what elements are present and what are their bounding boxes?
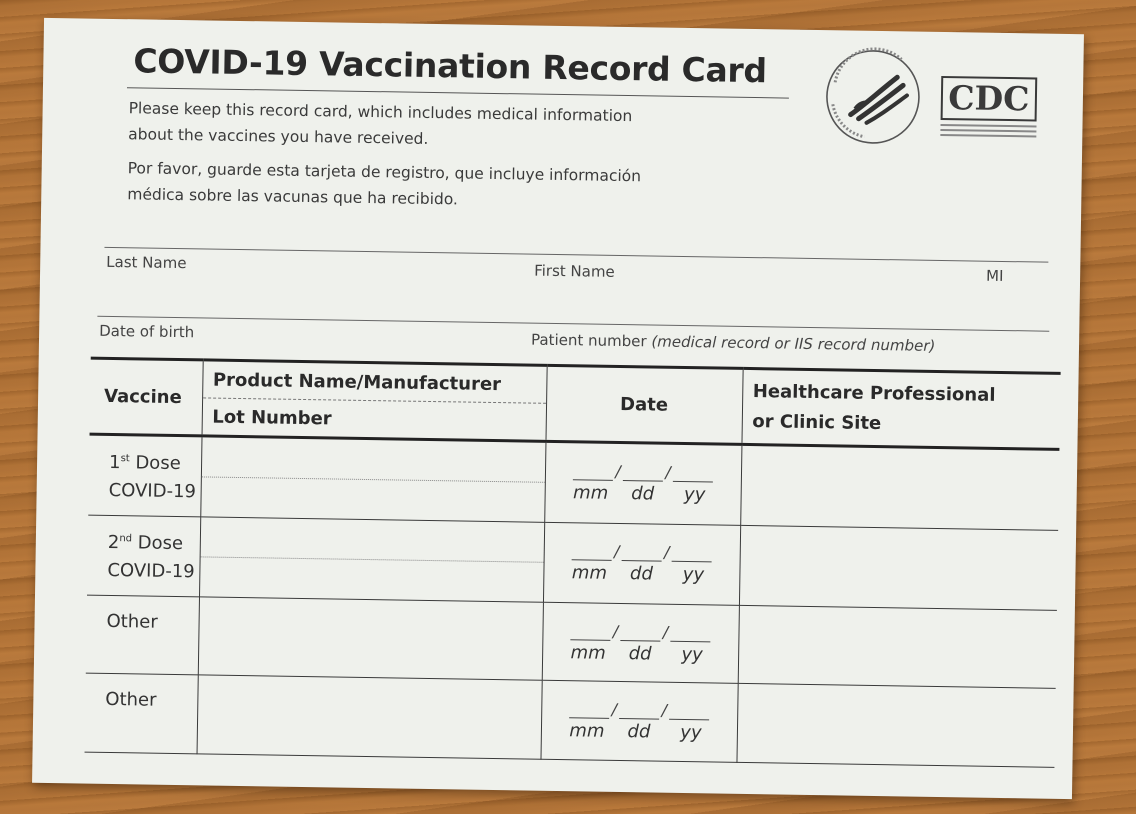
date-units: mm dd yy <box>572 482 706 506</box>
table-row <box>85 674 1056 768</box>
patient-number-label <box>531 331 936 355</box>
table-row <box>87 515 1058 611</box>
dob-top-line <box>97 316 1049 332</box>
cdc-logo-subtitle <box>940 124 1036 141</box>
product-lot-header <box>202 360 547 441</box>
site-cell[interactable] <box>738 605 1057 688</box>
table-row <box>88 434 1059 530</box>
dob-label: Date of birth <box>99 321 195 342</box>
product-lot-cell[interactable] <box>198 597 543 681</box>
intro-en-line-1: Please keep this record card, which includes medical information <box>128 99 633 126</box>
site-header <box>741 368 1060 449</box>
last-name-label: Last Name <box>106 252 187 273</box>
dose-vaccine: COVID-19 <box>108 480 197 503</box>
vaccine-table <box>85 357 1061 768</box>
vaccine-cell <box>86 595 199 675</box>
date-cell[interactable] <box>540 681 737 763</box>
hhs-seal-icon <box>820 44 926 150</box>
site-cell[interactable] <box>739 525 1058 610</box>
product-header: Product Name/Manufacturer <box>203 361 547 403</box>
date-blanks: / / <box>543 621 738 643</box>
intro-es-line-1: Por favor, guarde esta tarjeta de registro, que incluye información <box>127 159 642 186</box>
date-blanks: / / <box>545 461 740 483</box>
product-lot-cell[interactable] <box>197 675 542 759</box>
first-name-label: First Name <box>534 261 615 281</box>
date-units: mm dd yy <box>569 720 702 744</box>
date-header: Date <box>545 365 742 444</box>
name-top-line <box>104 247 1048 263</box>
vaccine-cell <box>85 674 198 754</box>
date-units: mm dd yy <box>571 562 705 586</box>
card-title: COVID-19 Vaccination Record Card <box>133 41 768 91</box>
table-row <box>86 595 1057 689</box>
site-cell[interactable] <box>736 684 1055 768</box>
vaccination-card <box>32 18 1084 799</box>
patient-number-text: Patient number <box>530 330 647 351</box>
vaccine-cell <box>88 434 201 516</box>
vaccine-cell <box>87 515 200 597</box>
vaccine-header: Vaccine <box>90 358 203 436</box>
dose-label: Other <box>106 610 158 633</box>
date-cell[interactable] <box>543 522 740 606</box>
site-header-line-2: or Clinic Site <box>752 410 882 434</box>
product-lot-cell[interactable] <box>200 436 545 522</box>
site-cell[interactable] <box>740 444 1059 529</box>
date-cell[interactable] <box>544 441 741 525</box>
lot-header: Lot Number <box>212 406 332 429</box>
dose-vaccine: COVID-19 <box>107 560 195 583</box>
date-blanks: / / <box>544 541 739 563</box>
patient-number-note: (medical record or IIS record number) <box>651 332 936 355</box>
mi-label: MI <box>985 266 1004 285</box>
product-lot-cell[interactable] <box>199 516 544 602</box>
date-units: mm dd yy <box>570 641 703 666</box>
intro-es-line-2: médica sobre las vacunas que ha recibido. <box>127 185 459 209</box>
cdc-logo-icon <box>940 76 1041 142</box>
dose-label: Other <box>105 689 157 712</box>
cdc-logo-text: CDC <box>941 76 1038 122</box>
dose-label: 1st Dose <box>108 452 181 475</box>
intro-en-line-2: about the vaccines you have received. <box>128 125 429 148</box>
date-cell[interactable] <box>542 602 739 684</box>
dose-label: 2nd Dose <box>107 532 184 555</box>
date-blanks: / / <box>542 699 737 721</box>
site-header-line-1: Healthcare Professional <box>752 380 996 406</box>
